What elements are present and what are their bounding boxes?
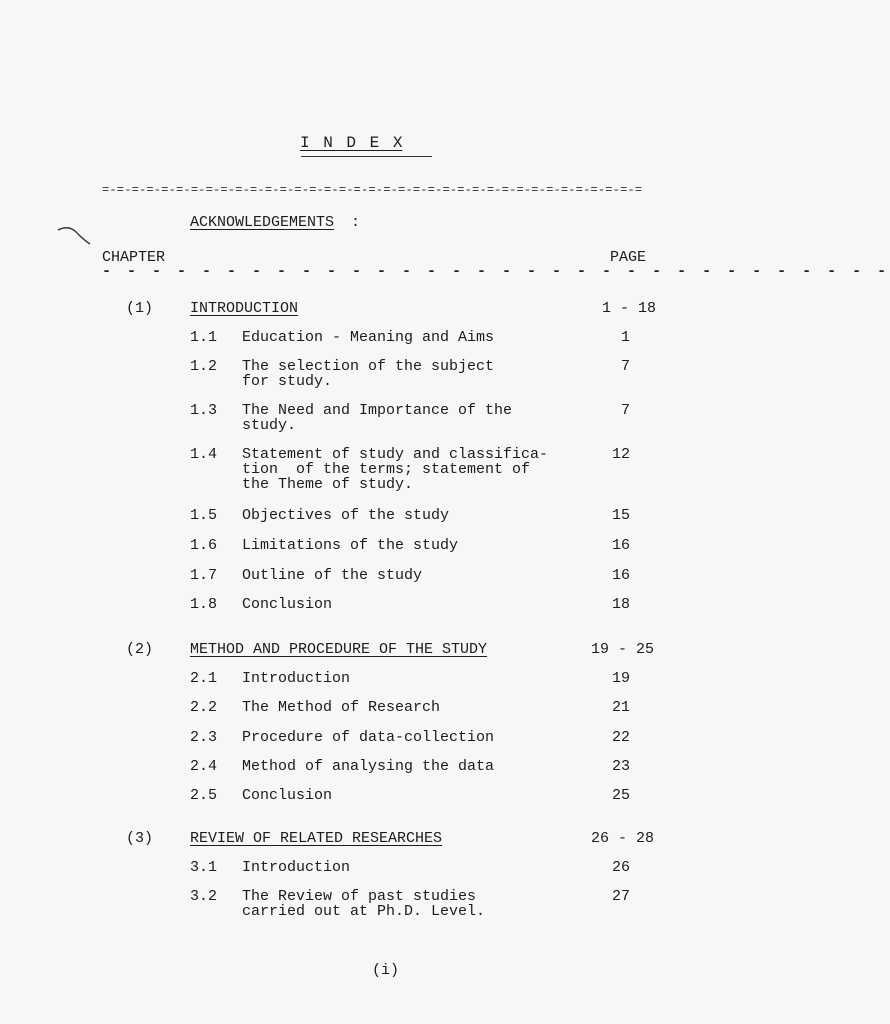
section-number: 2.2	[190, 699, 218, 716]
section-title-line: Limitations of the study	[242, 537, 459, 554]
section-number: 3.1	[190, 859, 218, 876]
chapter-title	[190, 301, 298, 316]
section-title-line: the Theme of study.	[242, 476, 414, 493]
section-title-line: The Method of Research	[242, 699, 441, 716]
section-title-line: carried out at Ph.D. Level.	[242, 903, 486, 920]
page-column-header: PAGE	[610, 249, 647, 266]
chapter-title-text: INTRODUCTION	[190, 300, 299, 317]
section-page: 7	[620, 402, 630, 419]
acknowledgements-line	[190, 215, 360, 230]
chapter-number: (2)	[126, 641, 154, 658]
section-page: 12	[611, 446, 630, 463]
section-title-line: Outline of the study	[242, 567, 423, 584]
heading-double-underline	[301, 156, 432, 157]
section-number: 2.3	[190, 729, 218, 746]
section-page: 15	[611, 507, 630, 524]
pencil-mark-icon	[56, 222, 92, 248]
section-title-line: Introduction	[242, 859, 351, 876]
chapter-title-text: METHOD AND PROCEDURE OF THE STUDY	[190, 641, 488, 658]
dashed-rule-separator: - - - - - - - - - - - - - - - - - - - - - - - - - - - - - - - -	[102, 263, 890, 280]
section-title-line: Education - Meaning and Aims	[242, 329, 495, 346]
section-title-line: study.	[242, 417, 297, 434]
chapter-title	[190, 831, 442, 846]
chapter-page-range: 19 - 25	[591, 641, 655, 658]
section-number: 1.3	[190, 402, 218, 419]
chapter-page-range: 26 - 28	[591, 830, 655, 847]
section-page: 21	[611, 699, 630, 716]
index-heading	[300, 136, 402, 151]
section-title-line: Conclusion	[242, 787, 333, 804]
section-page: 25	[611, 787, 630, 804]
section-title-line: The selection of the subject	[242, 358, 495, 375]
chapter-page-range: 1 - 18	[602, 300, 657, 317]
section-number: 1.4	[190, 446, 218, 463]
section-title-line: Conclusion	[242, 596, 333, 613]
index-heading-text: I N D E X	[300, 134, 403, 152]
section-page: 27	[611, 888, 630, 905]
section-number: 1.8	[190, 596, 218, 613]
section-page: 1	[620, 329, 630, 346]
chapter-title-text: REVIEW OF RELATED RESEARCHES	[190, 830, 443, 847]
section-number: 2.5	[190, 787, 218, 804]
section-title-line: tion of the terms; statement of	[242, 461, 531, 478]
section-title-line: The Need and Importance of the	[242, 402, 513, 419]
section-number: 1.1	[190, 329, 218, 346]
acknowledgements-colon: :	[351, 214, 361, 231]
section-number: 1.7	[190, 567, 218, 584]
section-number: 1.5	[190, 507, 218, 524]
section-page: 18	[611, 596, 630, 613]
chapter-title	[190, 642, 487, 657]
section-page: 16	[611, 537, 630, 554]
section-title-line: The Review of past studies	[242, 888, 477, 905]
section-title-line: Statement of study and classifica-	[242, 446, 549, 463]
chapter-number: (1)	[126, 300, 154, 317]
section-page: 7	[620, 358, 630, 375]
section-page: 22	[611, 729, 630, 746]
section-title-line: Objectives of the study	[242, 507, 450, 524]
section-page: 26	[611, 859, 630, 876]
section-title-line: Procedure of data-collection	[242, 729, 495, 746]
section-number: 2.1	[190, 670, 218, 687]
section-title-line: for study.	[242, 373, 333, 390]
section-number: 1.2	[190, 358, 218, 375]
page-number: (i)	[372, 962, 400, 979]
section-page: 16	[611, 567, 630, 584]
section-number: 2.4	[190, 758, 218, 775]
section-title-line: Introduction	[242, 670, 351, 687]
section-number: 3.2	[190, 888, 218, 905]
section-title-line: Method of analysing the data	[242, 758, 495, 775]
double-rule-separator: =-=-=-=-=-=-=-=-=-=-=-=-=-=-=-=-=-=-=-=-=-=-=-=-=-=-=-=-=-=-=-=-=-=-=-=-=	[102, 183, 643, 197]
section-page: 23	[611, 758, 630, 775]
chapter-column-header: CHAPTER	[102, 249, 166, 266]
acknowledgements-label: ACKNOWLEDGEMENTS	[190, 214, 335, 231]
section-number: 1.6	[190, 537, 218, 554]
chapter-number: (3)	[126, 830, 154, 847]
section-page: 19	[611, 670, 630, 687]
